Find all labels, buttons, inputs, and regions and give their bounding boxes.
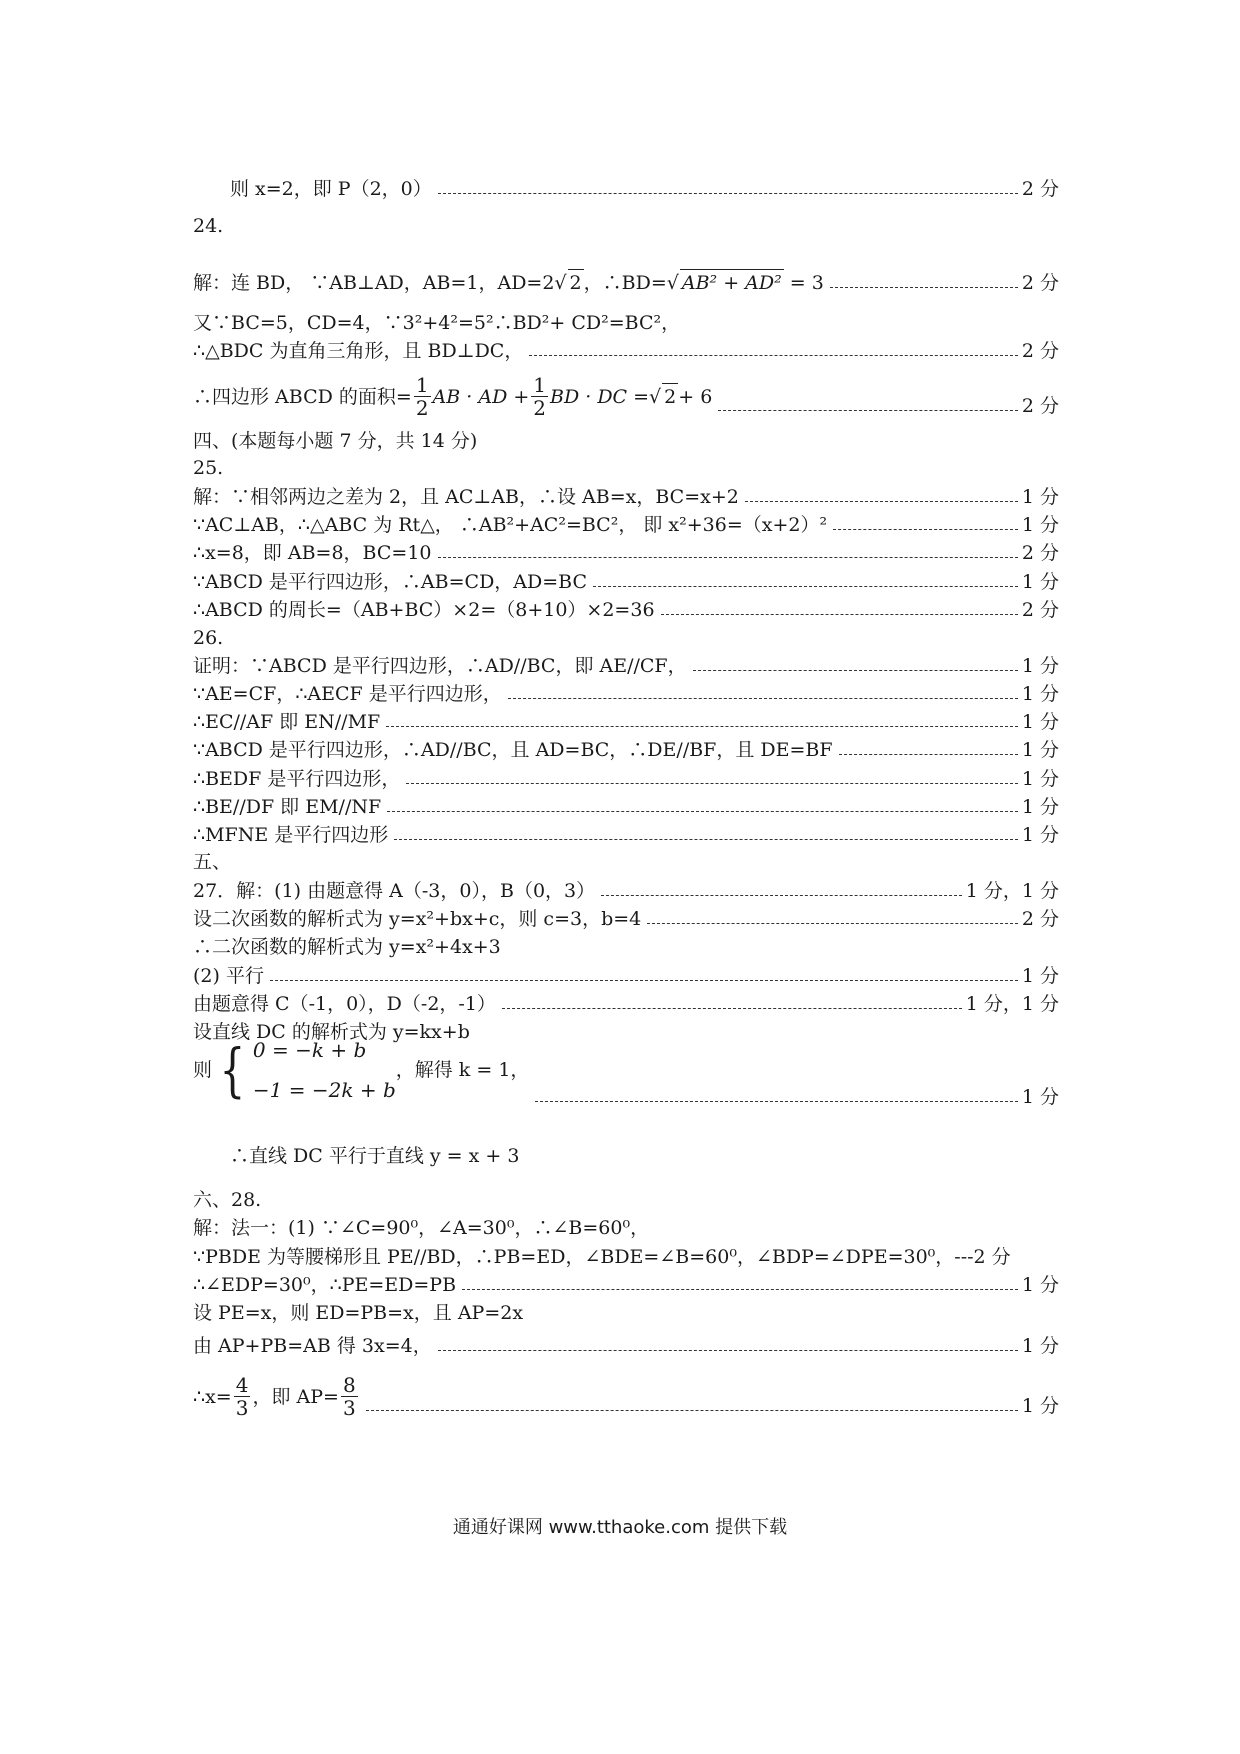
score-label: 1 分 [1021,768,1059,790]
line-text: 又∵BC=5，CD=4，∵3²+4²=5²∴BD²+ CD²=BC²， [193,312,681,334]
text-segment: ∴四边形 ABCD 的面积= [193,385,412,408]
leader-dashes [529,355,1018,356]
fraction [341,1374,358,1419]
line-text: 25. [193,457,224,479]
line-text: ∴BE//DF 即 EM//NF [193,796,382,818]
solution-line [193,512,1059,538]
line-text: 26. [193,627,224,649]
line-text: ∴x=8，即 AB=8，BC=10 [193,542,432,564]
text-segment: ，∴BD= [583,272,667,294]
line-text: 六、28. [193,1189,262,1211]
equation-row: 0 = −k + b [252,1038,367,1062]
line-text: ∴ABCD 的周长=（AB+BC）×2=（8+10）×2=36 [193,599,655,621]
score-label: 2 分 [1021,395,1059,417]
fraction [414,374,431,419]
solution-line [193,766,1059,792]
line-text: ∴BEDF 是平行四边形， [193,768,401,790]
line-text: ∴∠EDP=30⁰，∴PE=ED=PB [193,1274,457,1296]
leader-dashes [535,1101,1017,1102]
footer-credit: 通通好课网 www.tthaoke.com 提供下载 [452,1517,788,1538]
leader-dashes [462,1289,1018,1290]
score-label: 2 分 [1021,340,1059,362]
leader-dashes [508,698,1018,699]
line-text: ∴△BDC 为直角三角形，且 BD⊥DC， [193,340,524,362]
score-label: 1 分，1 分 [965,993,1059,1015]
solution-line [193,709,1059,735]
math-segment: AB · AD + [432,385,530,408]
line-text: 由 AP+PB=AB 得 3x=4， [193,1335,432,1357]
text-segment: 解：连 BD， ∵AB⊥AD，AB=1，AD=2 [193,272,555,294]
score-label: 2 分 [1021,178,1059,200]
line-text: ∵AC⊥AB，∴△ABC 为 Rt△， ∴AB²+AC²=BC²， 即 x²+36=（x+2）² [193,514,828,536]
leader-dashes [661,614,1018,615]
score-label: 1 分 [1021,1274,1059,1296]
leader-dashes [745,501,1018,502]
line-text: ∵PBDE 为等腰梯形且 PE//BD，∴PB=ED，∠BDE=∠B=60⁰，∠BDP=∠DPE=30⁰，---2 分 [193,1246,1011,1268]
solution-line [193,849,1059,875]
line-text: ∴二次函数的解析式为 y=x²+4x+3 [193,936,501,958]
score-label: 2 分 [1021,542,1059,564]
equation-row: −1 = −2k + b [252,1078,396,1102]
solution-line [193,794,1059,820]
leader-dashes [366,1410,1018,1411]
line-text: 解：∵相邻两边之差为 2，且 AC⊥AB，∴设 AB=x，BC=x+2 [193,486,739,508]
denominator: 3 [342,1396,356,1420]
leader-dashes [438,557,1018,558]
leader-dashes [647,923,1018,924]
text-segment: ，解得 k = 1， [395,1059,530,1081]
solution-line [193,371,1059,419]
math-segment: BD · DC = [550,385,650,408]
math-segment: + 6 [678,385,713,408]
line-text: 设 PE=x，则 ED=PB=x，且 AP=2x [193,1302,524,1324]
leader-dashes [830,287,1018,288]
text-segment: ，即 AP= [252,1385,339,1408]
leader-dashes [593,586,1018,587]
score-label: 1 分 [1021,824,1059,846]
score-label: 1 分 [1021,796,1059,818]
leader-dashes [406,783,1017,784]
solution-line [193,653,1059,679]
text-segment: = 3 [783,272,824,294]
radical: 2 [662,383,678,410]
solution-line [193,681,1059,707]
solution-line [193,1187,1059,1213]
score-label: 1 分 [1021,683,1059,705]
solution-line [230,1143,1059,1169]
line-text: 设二次函数的解析式为 y=x²+bx+c，则 c=3，b=4 [193,908,642,930]
line-text: 则 x=2，即 P（2，0） [230,178,432,200]
numerator: 8 [342,1373,356,1397]
leader-dashes [839,754,1018,755]
score-label: 1 分 [1021,571,1059,593]
solution-line [193,213,1059,239]
solution-line [193,540,1059,566]
solution-line [193,906,1059,932]
numerator: 1 [415,373,429,397]
score-label: 1 分 [1021,514,1059,536]
radical: AB² + AD² [680,269,784,296]
text-segment: 则 [193,1059,213,1081]
equation-system [212,1030,396,1110]
solution-line [193,1333,1059,1359]
solution-line [193,428,1059,454]
line-text [193,374,712,419]
score-label: 1 分 [1021,1086,1059,1108]
solution-line [193,822,1059,848]
line-text [193,1374,360,1419]
solution-line [193,597,1059,623]
solution-line [193,1036,1059,1110]
line-text: 27．解：(1) 由题意得 A（-3，0），B（0，3） [193,880,596,902]
solution-line [193,625,1059,651]
leader-dashes [270,980,1018,981]
leader-dashes [438,193,1018,194]
score-label: 2 分 [1021,599,1059,621]
denominator: 3 [235,1396,249,1420]
line-text: 四、(本题每小题 7 分，共 14 分) [193,430,478,452]
leader-dashes [718,410,1018,411]
text-segment: ∴x= [193,1385,232,1408]
line-text: 五、 [193,851,232,873]
solution-line [193,1244,1059,1270]
radical: 2 [568,269,584,296]
fraction [234,1374,251,1419]
solution-line [193,569,1059,595]
line-text: 由题意得 C（-1，0），D（-2，-1） [193,993,496,1015]
score-label: 1 分 [1021,1335,1059,1357]
denominator: 2 [415,396,429,420]
leader-dashes [386,726,1018,727]
line-text: 证明：∵ABCD 是平行四边形，∴AD//BC，即 AE//CF， [193,655,687,677]
solution-line [193,1300,1059,1326]
radical-sign: √ [666,272,679,294]
radical-sign: √ [554,272,567,294]
radical-sign: √ [649,385,662,408]
line-text [193,269,824,296]
score-label: 1 分 [1021,655,1059,677]
solution-line [193,455,1059,481]
solution-line [193,991,1059,1017]
score-label: 2 分 [1021,272,1059,294]
line-text: 24. [193,215,224,237]
score-label: 1 分，1 分 [965,880,1059,902]
leader-dashes [693,670,1018,671]
line-text: ∵AE=CF，∴AECF 是平行四边形， [193,683,502,705]
score-label: 1 分 [1021,1395,1059,1417]
denominator: 2 [533,396,546,420]
score-label: 1 分 [1021,486,1059,508]
solution-line [193,934,1059,960]
leader-dashes [601,895,962,896]
fraction [531,374,548,419]
solution-line [230,176,1059,202]
solution-line [193,1215,1059,1241]
score-label: 1 分 [1021,711,1059,733]
solution-line [193,878,1059,904]
line-text [193,1030,529,1110]
solution-line [193,963,1059,989]
numerator: 1 [533,373,546,397]
line-text: ∵ABCD 是平行四边形，∴AD//BC，且 AD=BC，∴DE//BF，且 DE=BF [193,739,833,761]
leader-dashes [833,529,1018,530]
solution-line [193,737,1059,763]
leader-dashes [394,839,1018,840]
line-text: ∴MFNE 是平行四边形 [193,824,389,846]
line-text: ∴EC//AF 即 EN//MF [193,711,381,733]
line-text: 解：法一：(1) ∵∠C=90⁰，∠A=30⁰，∴∠B=60⁰， [193,1217,650,1239]
brace: { [219,1036,246,1104]
leader-dashes [438,1350,1018,1351]
line-text: (2) 平行 [193,965,264,987]
leader-dashes [387,811,1018,812]
leader-dashes [502,1008,962,1009]
solution-line [193,484,1059,510]
line-text: ∵ABCD 是平行四边形，∴AB=CD，AD=BC [193,571,588,593]
solution-line [193,262,1059,296]
score-label: 1 分 [1021,739,1059,761]
line-text: ∴直线 DC 平行于直线 y = x + 3 [230,1145,520,1167]
score-label: 2 分 [1021,908,1059,930]
line-text: 设直线 DC 的解析式为 y=kx+b [193,1021,470,1043]
numerator: 4 [235,1373,249,1397]
score-label: 1 分 [1021,965,1059,987]
solution-line [193,338,1059,364]
solution-line [193,310,1059,336]
solution-line [193,1272,1059,1298]
solution-line [193,1363,1059,1419]
